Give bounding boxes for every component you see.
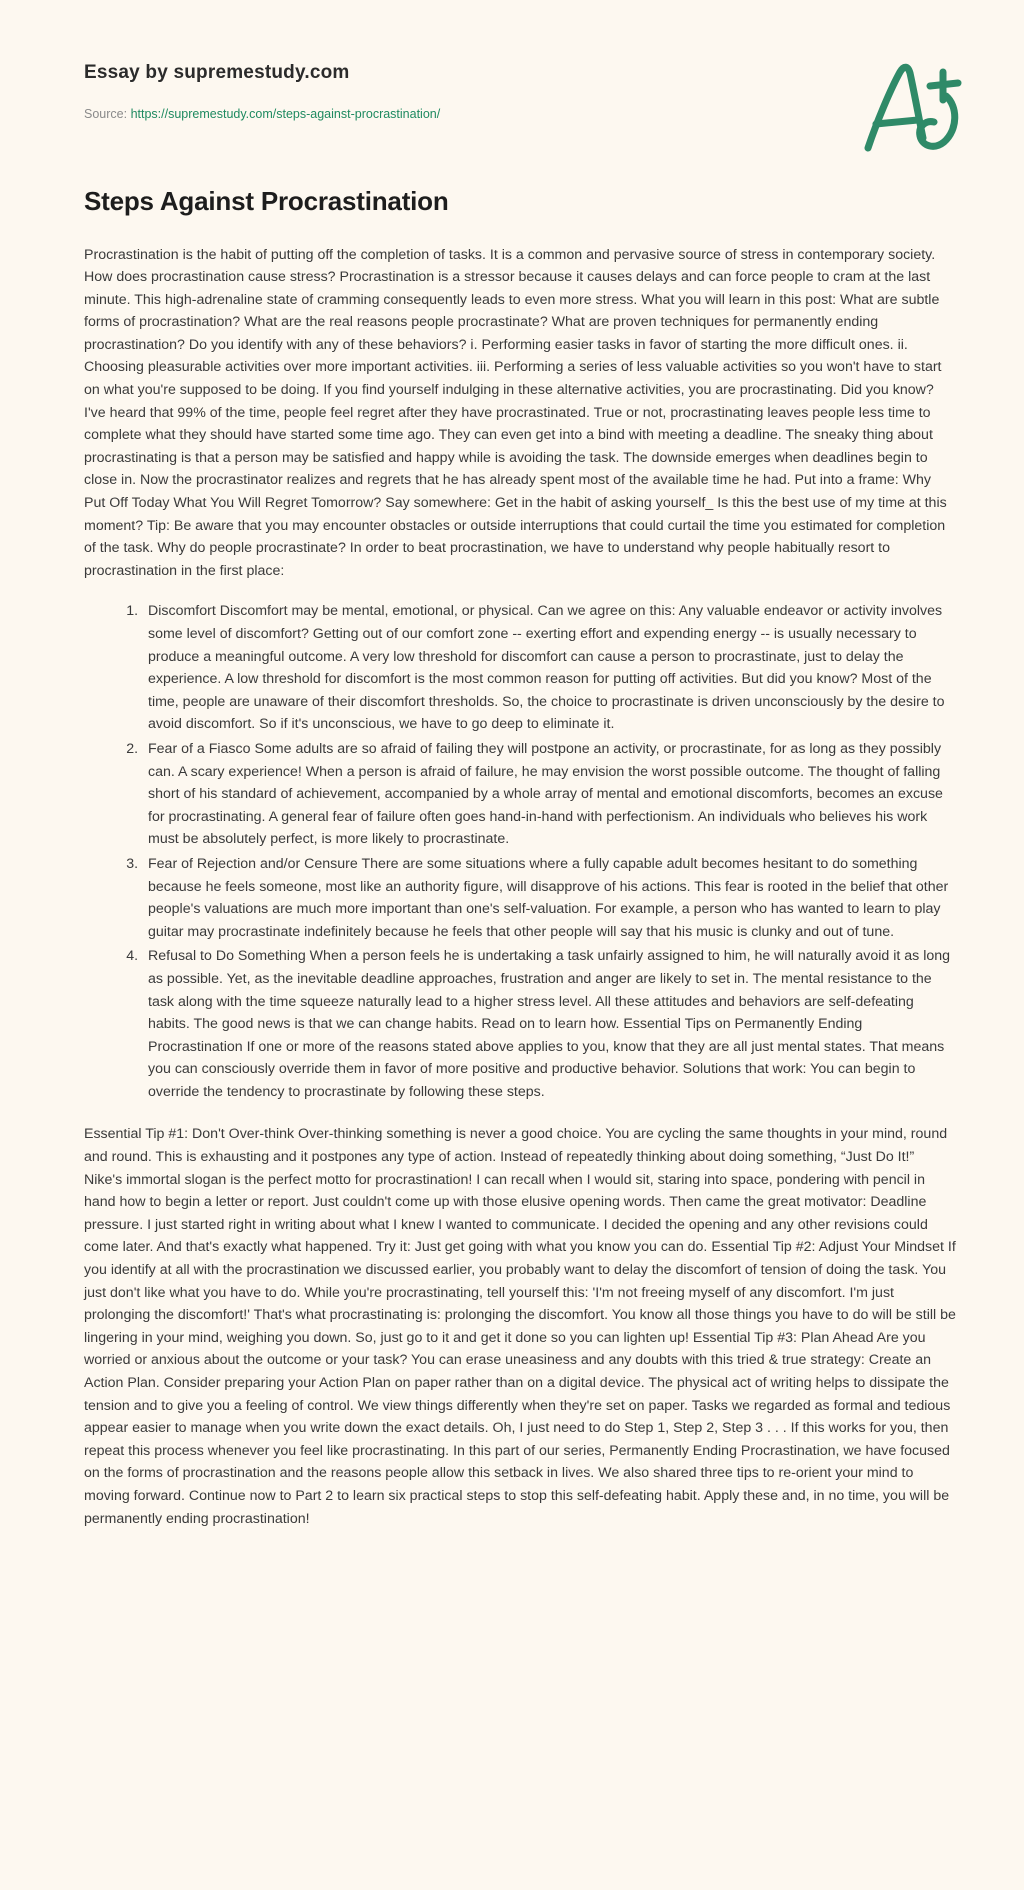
intro-paragraph: Procrastination is the habit of putting off the completion of tasks. It is a common and pervasive source of stress in contemporary society. How does procrastination cause stress? Procrastination is a stressor because it causes delays and can force people to cram at the last minute. This high-adrenaline state of cramming consequently leads to even more stress. What you will learn in this post: What are subtle forms of procrastination? What are the real reasons people procrastinate? What are proven techniques for permanently ending procrastination? Do you identify with any of these behaviors? i. Performing easier tasks in favor of starting the more difficult ones. ii. Choosing pleasurable activities over more important activities. iii. Performing a series of less valuable activities so you won't have to start on what you're supposed to be doing. If you find yourself indulging in these alternative activities, you are procrastinating. Did you know? I've heard that 99% of the time, people feel regret after they have procrastinated. True or not, procrastinating leaves people less time to complete what they should have started some time ago. They can even get into a bind with meeting a deadline. The sneaky thing about procrastinating is that a person may be satisfied and happy while is avoiding the task. The downside emerges when deadlines begin to close in. Now the procrastinator realizes and regrets that he has already spent most of the available time he had. Put into a frame: Why Put Off Today What You Will Regret Tomorrow? Say somewhere: Get in the habit of asking yourself_ Is this the best use of my time at this moment? Tip: Be aware that you may encounter obstacles or outside interruptions that could curtail the time you estimated for completion of the task. Why do people procrastinate? In order to beat procrastination, we have to understand why people habitually resort to procrastination in the first place: — [84, 246, 947, 579]
source-link[interactable]: https://supremestudy.com/steps-against-procrastination/ — [130, 106, 441, 121]
list-item: 2. Fear of a Fiasco Some adults are so afraid of failing they will postpone an activity, or procrastinate, for as long as they possibly can. A scary experience! When a person is afraid of failure, he may envision the worst possible outcome. The thought of falling short of his standard of achievement, accompanied by a whole array of mental and emotional discomforts, becomes an excuse for procrastinating. A general fear of failure often goes hand-in-hand with perfectionism. An individuals who believes his work must be absolutely perfect, is more likely to procrastinate. — [142, 738, 956, 851]
article-body — [0, 149, 1024, 1588]
page-title: Steps Against Procrastination — [84, 186, 449, 216]
list-item: 4. Refusal to Do Something When a person feels he is undertaking a task unfairly assigned to him, he will naturally avoid it as long as possible. Yet, as the inevitable deadline approaches, frustration and anger are likely to set in. The mental resistance to the task along with the time squeeze naturally lead to a higher stress level. All these attitudes and behaviors are self-defeating habits. The good news is that we can change habits. Read on to learn how. Essential Tips on Permanently Ending Procrastination If one or more of the reasons stated above applies to you, know that they are all just mental states. That means you can consciously override them in favor of more positive and productive behavior. Solutions that work: You can begin to override the tendency to procrastinate by following these steps. — [142, 945, 956, 1103]
a-plus-logo-icon — [846, 52, 976, 162]
reasons-list — [84, 600, 956, 1103]
conclusion-paragraph: Essential Tip #1: Don't Over-think Over-thinking something is never a good choice. You are cycling the same thoughts in your mind, round and round. This is exhausting and it postpones any type of action. Instead of repeatedly thinking about doing something, “Just Do It!” Nike's immortal slogan is the perfect motto for procrastination! I can recall when I would sit, staring into space, pondering with pencil in hand how to begin a letter or report. Just couldn't come up with those elusive opening words. Then came the great motivator: Deadline pressure. I just started right in writing about what I knew I wanted to communicate. I decided the opening and any other revisions could come later. And that's exactly what happened. Try it: Just get going with what you know you can do. Essential Tip #2: Adjust Your Mindset If you identify at all with the procrastination we discussed earlier, you probably want to delay the discomfort of tension of doing the task. You just don't like what you have to do. While you're procrastinating, tell yourself this: 'I'm not freeing myself of any discomfort. I'm just prolonging the discomfort!' That's what procrastinating is: prolonging the discomfort. You know all those things you have to do will be still be lingering in your mind, weighing you down. So, just go to it and get it done so you can lighten up! Essential Tip #3: Plan Ahead Are you worried or anxious about the outcome or your task? You can erase uneasiness and any doubts with this tried & true strategy: Create an Action Plan. Consider preparing your Action Plan on paper rather than on a digital device. The physical act of writing helps to dissipate the tension and to give you a feeling of control. We view things differently when they're set on paper. Tasks we regarded as formal and tedious appear easier to manage when you write down the exact details. Oh, I just need to do Step 1, Step 2, Step 3 . . . If this works for you, then repeat this process whenever you feel like procrastinating. In this part of our series, Permanently Ending Procrastination, we have focused on the forms of procrastination and the reasons people allow this setback in lives. We also shared three tips to re-orient your mind to moving forward. Continue now to Part 2 to learn six practical steps to stop this self-defeating habit. Apply these and, in no time, you will be permanently ending procrastination! — [84, 1126, 956, 1527]
list-item: 1. Discomfort Discomfort may be mental, emotional, or physical. Can we agree on this: Any valuable endeavor or activity involves some level of discomfort? Getting out of our comfort zone -- exerting effort and expending energy -- is usually necessary to produce a meaningful outcome. A very low threshold for discomfort can cause a person to procrastinate, just to delay the experience. A low threshold for discomfort is the most common reason for putting off activities. But did you know? Most of the time, people are unaware of their discomfort thresholds. So, the choice to procrastinate is driven unconsciously by the desire to avoid discomfort. So if it's unconscious, we have to go deep to eliminate it. — [142, 600, 956, 736]
list-item: 3. Fear of Rejection and/or Censure There are some situations where a fully capable adult becomes hesitant to do something because he feels someone, most like an authority figure, will disapprove of his actions. This fear is rooted in the belief that other people's valuations are much more important than one's self-valuation. For example, a person who has wanted to learn to play guitar may procrastinate indefinitely because he feels that other people will say that his music is clunky and out of tune. — [142, 853, 956, 943]
source-label: Source: — [84, 106, 128, 121]
brand-title: Essay by supremestudy.com — [84, 62, 350, 83]
page-header — [0, 0, 1024, 148]
